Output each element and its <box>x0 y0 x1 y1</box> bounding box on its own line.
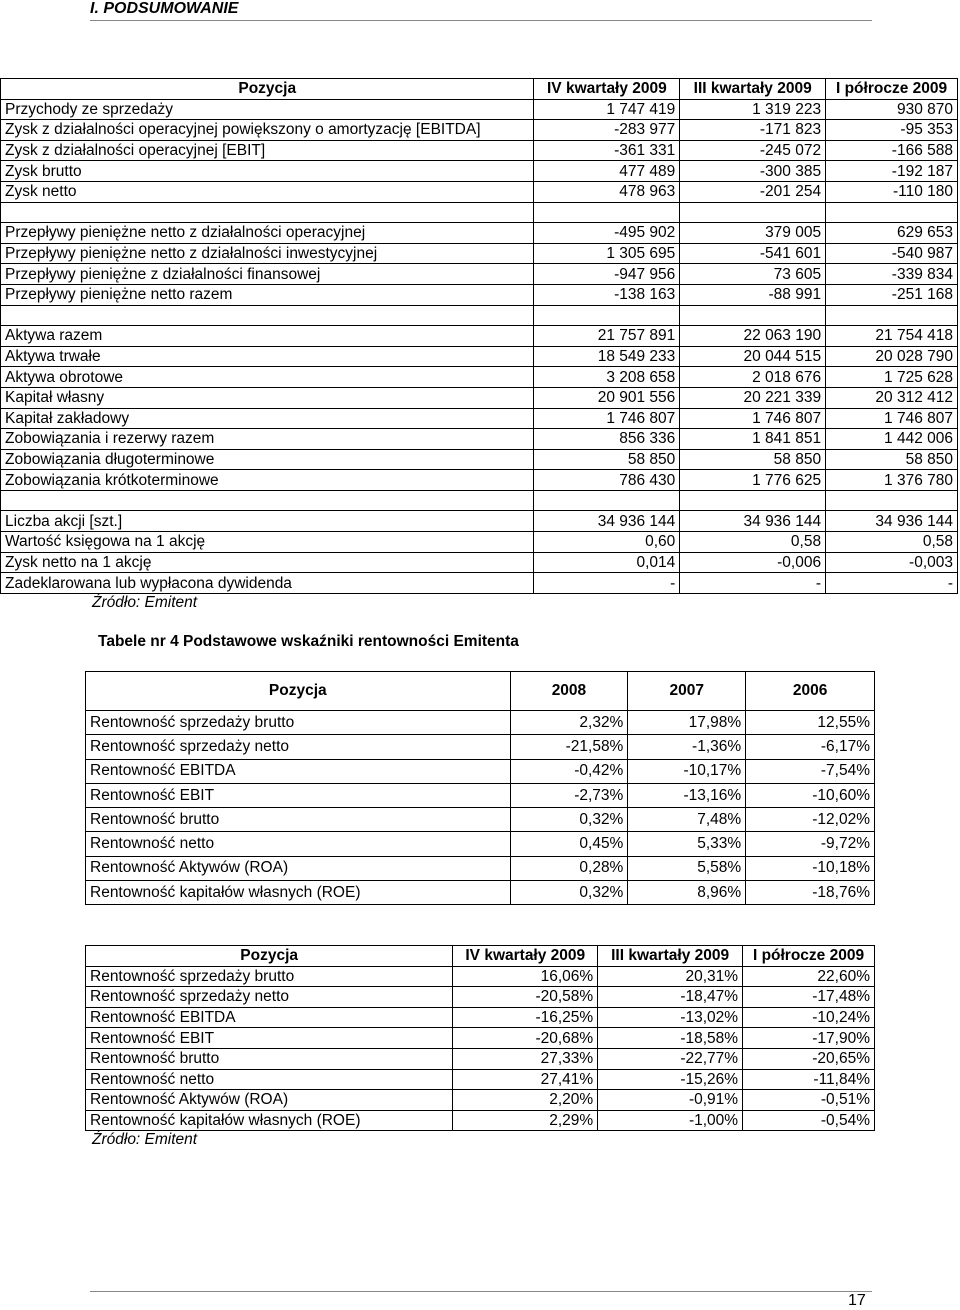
value-cell: 20 312 412 <box>826 387 958 408</box>
value-cell: -251 168 <box>826 284 958 305</box>
value-cell: 930 870 <box>826 99 958 120</box>
row-label-cell: Zobowiązania i rezerwy razem <box>1 429 534 450</box>
table-row <box>86 881 875 905</box>
value-cell: 3 208 658 <box>534 367 680 388</box>
value-cell: -10,60% <box>746 783 875 807</box>
row-label-cell: Zadeklarowana lub wypłacona dywidenda <box>1 573 534 594</box>
value-cell: -0,51% <box>743 1090 875 1111</box>
value-cell: -2,73% <box>510 783 628 807</box>
value-cell: 0,32% <box>510 881 628 905</box>
table-row <box>86 1028 875 1049</box>
value-cell: 21 754 418 <box>826 326 958 347</box>
value-cell: 17,98% <box>628 711 746 735</box>
value-cell: 1 442 006 <box>826 429 958 450</box>
value-cell: 20,31% <box>598 966 743 987</box>
value-cell: -17,48% <box>743 987 875 1008</box>
profitability-annual-body <box>86 711 875 905</box>
value-cell: 1 746 807 <box>534 408 680 429</box>
table-row <box>1 387 958 408</box>
row-label-cell: Rentowność sprzedaży netto <box>86 735 511 759</box>
row-label-cell: Aktywa razem <box>1 326 534 347</box>
value-cell: 1 319 223 <box>680 99 826 120</box>
value-cell: -21,58% <box>510 735 628 759</box>
table-row <box>86 783 875 807</box>
header-divider <box>90 20 872 21</box>
column-header-2007: 2007 <box>628 672 746 711</box>
row-label-cell: Rentowność kapitałów własnych (ROE) <box>86 881 511 905</box>
value-cell: 0,45% <box>510 832 628 856</box>
value-cell: 5,33% <box>628 832 746 856</box>
value-cell: 1 376 780 <box>826 470 958 491</box>
value-cell <box>826 305 958 326</box>
row-label-cell: Zysk z działalności operacyjnej [EBIT] <box>1 140 534 161</box>
value-cell: -1,36% <box>628 735 746 759</box>
value-cell: -245 072 <box>680 140 826 161</box>
row-label-cell: Rentowność brutto <box>86 808 511 832</box>
value-cell: -0,91% <box>598 1090 743 1111</box>
value-cell: 379 005 <box>680 223 826 244</box>
table-caption: Tabele nr 4 Podstawowe wskaźniki rentowności Emitenta <box>98 633 519 650</box>
row-label-cell: Rentowność Aktywów (ROA) <box>86 1090 453 1111</box>
value-cell: 0,60 <box>534 532 680 553</box>
table-row <box>1 346 958 367</box>
row-label-cell: Kapitał zakładowy <box>1 408 534 429</box>
table-row <box>1 367 958 388</box>
value-cell: -361 331 <box>534 140 680 161</box>
value-cell: -7,54% <box>746 759 875 783</box>
row-label-cell: Rentowność EBIT <box>86 783 511 807</box>
value-cell: -339 834 <box>826 264 958 285</box>
value-cell: -300 385 <box>680 161 826 182</box>
value-cell: -15,26% <box>598 1069 743 1090</box>
value-cell: -20,68% <box>453 1028 598 1049</box>
value-cell: 12,55% <box>746 711 875 735</box>
row-label-cell: Zobowiązania długoterminowe <box>1 449 534 470</box>
value-cell: -171 823 <box>680 120 826 141</box>
column-header-position: Pozycja <box>86 946 453 967</box>
row-label-cell: Rentowność kapitałów własnych (ROE) <box>86 1110 453 1131</box>
value-cell: 1 746 807 <box>680 408 826 429</box>
value-cell: -18,47% <box>598 987 743 1008</box>
value-cell: 1 725 628 <box>826 367 958 388</box>
row-label-cell: Zobowiązania krótkoterminowe <box>1 470 534 491</box>
source-note: Źródło: Emitent <box>92 1131 198 1148</box>
row-label-cell <box>1 202 534 223</box>
table-row <box>1 532 958 553</box>
table-row <box>86 1069 875 1090</box>
table-spacer-row <box>1 490 958 511</box>
table-spacer-row <box>1 305 958 326</box>
value-cell: -20,58% <box>453 987 598 1008</box>
row-label-cell: Rentowność Aktywów (ROA) <box>86 856 511 880</box>
value-cell: -495 902 <box>534 223 680 244</box>
table-header-row <box>86 946 875 967</box>
value-cell: 27,33% <box>453 1048 598 1069</box>
value-cell: -166 588 <box>826 140 958 161</box>
row-label-cell: Aktywa obrotowe <box>1 367 534 388</box>
column-header-h1-2009: I półrocze 2009 <box>826 79 958 100</box>
profitability-quarterly-table <box>85 945 875 1131</box>
column-header-2006: 2006 <box>746 672 875 711</box>
value-cell: -13,16% <box>628 783 746 807</box>
value-cell: 856 336 <box>534 429 680 450</box>
row-label-cell: Kapitał własny <box>1 387 534 408</box>
value-cell: 27,41% <box>453 1069 598 1090</box>
value-cell: -16,25% <box>453 1007 598 1028</box>
value-cell: 2 018 676 <box>680 367 826 388</box>
column-header-q3-2009: III kwartały 2009 <box>680 79 826 100</box>
value-cell: 629 653 <box>826 223 958 244</box>
value-cell: 1 776 625 <box>680 470 826 491</box>
value-cell: -10,18% <box>746 856 875 880</box>
value-cell: 20 028 790 <box>826 346 958 367</box>
value-cell: -20,65% <box>743 1048 875 1069</box>
value-cell: - <box>680 573 826 594</box>
table-row <box>86 1110 875 1131</box>
value-cell: 5,58% <box>628 856 746 880</box>
table-row <box>86 832 875 856</box>
value-cell: 0,32% <box>510 808 628 832</box>
value-cell <box>680 202 826 223</box>
value-cell: -540 987 <box>826 243 958 264</box>
section-title: I. PODSUMOWANIE <box>90 0 239 17</box>
value-cell <box>534 490 680 511</box>
row-label-cell: Rentowność EBIT <box>86 1028 453 1049</box>
value-cell <box>680 490 826 511</box>
table-row <box>1 429 958 450</box>
value-cell: -18,58% <box>598 1028 743 1049</box>
value-cell <box>826 490 958 511</box>
row-label-cell: Przychody ze sprzedaży <box>1 99 534 120</box>
value-cell: -947 956 <box>534 264 680 285</box>
row-label-cell: Przepływy pieniężne netto z działalności operacyjnej <box>1 223 534 244</box>
table-spacer-row <box>1 202 958 223</box>
value-cell: 7,48% <box>628 808 746 832</box>
value-cell: 58 850 <box>534 449 680 470</box>
table-row <box>1 264 958 285</box>
column-header-position: Pozycja <box>1 79 534 100</box>
value-cell: -6,17% <box>746 735 875 759</box>
table-row <box>1 326 958 347</box>
value-cell: 1 746 807 <box>826 408 958 429</box>
value-cell: -95 353 <box>826 120 958 141</box>
table-row <box>86 987 875 1008</box>
financial-summary-body <box>1 99 958 593</box>
financial-summary-table <box>0 78 958 594</box>
value-cell: -138 163 <box>534 284 680 305</box>
row-label-cell: Zysk netto <box>1 181 534 202</box>
row-label-cell: Liczba akcji [szt.] <box>1 511 534 532</box>
table-row <box>86 808 875 832</box>
value-cell: 20 044 515 <box>680 346 826 367</box>
table-row <box>86 966 875 987</box>
table-row <box>1 408 958 429</box>
value-cell: -13,02% <box>598 1007 743 1028</box>
row-label-cell: Przepływy pieniężne netto z działalności inwestycyjnej <box>1 243 534 264</box>
value-cell <box>534 305 680 326</box>
footer-divider <box>90 1291 872 1292</box>
table-row <box>86 1090 875 1111</box>
value-cell: -10,24% <box>743 1007 875 1028</box>
table-row <box>86 856 875 880</box>
value-cell: 34 936 144 <box>534 511 680 532</box>
table-row <box>86 1048 875 1069</box>
value-cell: 20 221 339 <box>680 387 826 408</box>
row-label-cell: Rentowność EBITDA <box>86 759 511 783</box>
column-header-q4-2009: IV kwartały 2009 <box>453 946 598 967</box>
row-label-cell: Zysk netto na 1 akcję <box>1 552 534 573</box>
row-label-cell <box>1 490 534 511</box>
value-cell: 0,58 <box>680 532 826 553</box>
value-cell: -11,84% <box>743 1069 875 1090</box>
table-row <box>1 243 958 264</box>
profitability-annual-table <box>85 671 875 905</box>
value-cell: -12,02% <box>746 808 875 832</box>
value-cell: 18 549 233 <box>534 346 680 367</box>
value-cell <box>826 202 958 223</box>
table-row <box>1 120 958 141</box>
table-row <box>1 99 958 120</box>
value-cell: -9,72% <box>746 832 875 856</box>
value-cell: 58 850 <box>826 449 958 470</box>
table-row <box>1 511 958 532</box>
value-cell: -192 187 <box>826 161 958 182</box>
table-row <box>1 449 958 470</box>
row-label-cell: Rentowność sprzedaży brutto <box>86 711 511 735</box>
value-cell: 58 850 <box>680 449 826 470</box>
row-label-cell: Rentowność sprzedaży netto <box>86 987 453 1008</box>
value-cell: 1 305 695 <box>534 243 680 264</box>
value-cell: -541 601 <box>680 243 826 264</box>
column-header-q3-2009: III kwartały 2009 <box>598 946 743 967</box>
value-cell: -10,17% <box>628 759 746 783</box>
value-cell: -0,42% <box>510 759 628 783</box>
table-row <box>1 284 958 305</box>
row-label-cell: Aktywa trwałe <box>1 346 534 367</box>
column-header-h1-2009: I półrocze 2009 <box>743 946 875 967</box>
value-cell: -0,006 <box>680 552 826 573</box>
value-cell: -17,90% <box>743 1028 875 1049</box>
value-cell: -283 977 <box>534 120 680 141</box>
value-cell: 16,06% <box>453 966 598 987</box>
row-label-cell: Przepływy pieniężne netto razem <box>1 284 534 305</box>
table-row <box>1 552 958 573</box>
value-cell: -18,76% <box>746 881 875 905</box>
table-row <box>86 759 875 783</box>
value-cell: 22 063 190 <box>680 326 826 347</box>
row-label-cell: Wartość księgowa na 1 akcję <box>1 532 534 553</box>
row-label-cell: Rentowność sprzedaży brutto <box>86 966 453 987</box>
column-header-2008: 2008 <box>510 672 628 711</box>
table-header-row <box>86 672 875 711</box>
table-row <box>1 181 958 202</box>
row-label-cell: Rentowność netto <box>86 832 511 856</box>
value-cell: -110 180 <box>826 181 958 202</box>
row-label-cell: Rentowność brutto <box>86 1048 453 1069</box>
value-cell <box>534 202 680 223</box>
value-cell: 8,96% <box>628 881 746 905</box>
value-cell: 0,28% <box>510 856 628 880</box>
value-cell: 477 489 <box>534 161 680 182</box>
value-cell: - <box>826 573 958 594</box>
row-label-cell: Zysk z działalności operacyjnej powiększony o amortyzację [EBITDA] <box>1 120 534 141</box>
row-label-cell <box>1 305 534 326</box>
value-cell: 2,32% <box>510 711 628 735</box>
table-row <box>86 735 875 759</box>
value-cell: -201 254 <box>680 181 826 202</box>
column-header-position: Pozycja <box>86 672 511 711</box>
page-number: 17 <box>848 1292 866 1309</box>
row-label-cell: Przepływy pieniężne z działalności finansowej <box>1 264 534 285</box>
value-cell: 786 430 <box>534 470 680 491</box>
table-header-row <box>1 79 958 100</box>
profitability-quarterly-body <box>86 966 875 1131</box>
value-cell: 73 605 <box>680 264 826 285</box>
table-row <box>1 140 958 161</box>
row-label-cell: Rentowność EBITDA <box>86 1007 453 1028</box>
column-header-q4-2009: IV kwartały 2009 <box>534 79 680 100</box>
value-cell: 34 936 144 <box>826 511 958 532</box>
row-label-cell: Zysk brutto <box>1 161 534 182</box>
value-cell: 0,014 <box>534 552 680 573</box>
table-row <box>1 223 958 244</box>
value-cell: - <box>534 573 680 594</box>
value-cell: 2,20% <box>453 1090 598 1111</box>
table-row <box>1 470 958 491</box>
value-cell: -1,00% <box>598 1110 743 1131</box>
value-cell: -0,54% <box>743 1110 875 1131</box>
table-row <box>86 711 875 735</box>
table-row <box>1 161 958 182</box>
value-cell: 34 936 144 <box>680 511 826 532</box>
value-cell: 22,60% <box>743 966 875 987</box>
value-cell: 2,29% <box>453 1110 598 1131</box>
value-cell: 478 963 <box>534 181 680 202</box>
row-label-cell: Rentowność netto <box>86 1069 453 1090</box>
value-cell <box>680 305 826 326</box>
value-cell: 1 747 419 <box>534 99 680 120</box>
value-cell: 1 841 851 <box>680 429 826 450</box>
table-row <box>1 573 958 594</box>
value-cell: -22,77% <box>598 1048 743 1069</box>
table-row <box>86 1007 875 1028</box>
value-cell: 0,58 <box>826 532 958 553</box>
value-cell: -88 991 <box>680 284 826 305</box>
value-cell: 20 901 556 <box>534 387 680 408</box>
value-cell: -0,003 <box>826 552 958 573</box>
source-note: Źródło: Emitent <box>92 594 198 611</box>
value-cell: 21 757 891 <box>534 326 680 347</box>
